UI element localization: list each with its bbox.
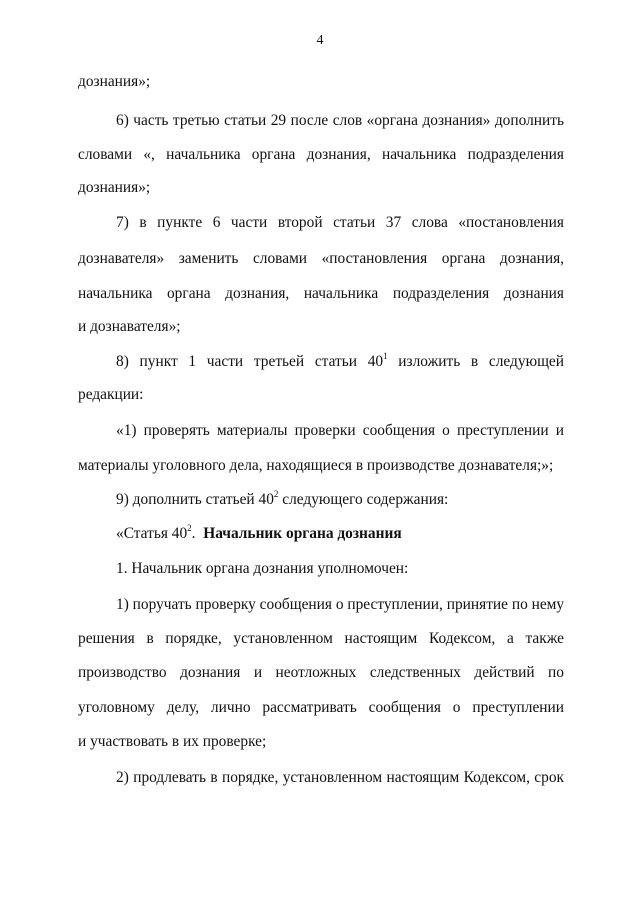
text-line: дознания»;: [78, 73, 151, 90]
text-line: [116, 488, 564, 509]
text-line: материалы уголовного дела, находящиеся в производстве дознавателя;»;: [78, 457, 554, 474]
text-line: 2) продлевать в порядке, установленном настоящим Кодексом, срок: [116, 769, 564, 786]
text-fragment: «Статья 40: [116, 525, 188, 542]
text-line: 6) часть третью статьи 29 после слов «органа дознания» дополнить: [116, 112, 564, 129]
text-line: редакции:: [78, 386, 144, 403]
text-line: производство дознания и неотложных следственных действий по: [78, 664, 564, 681]
article-heading: [116, 522, 564, 543]
text-fragment: 9) дополнить статьей 40: [116, 491, 274, 508]
text-fragment: 8) пункт 1 части третьей статьи 40: [116, 353, 384, 370]
text-line: «1) проверять материалы проверки сообщения о преступлении и: [116, 422, 564, 439]
text-line: 1) поручать проверку сообщения о преступлении, принятие по нему: [116, 596, 565, 613]
text-line: [116, 350, 564, 371]
page-number: 4: [316, 33, 324, 48]
text-line: и дознавателя»;: [78, 318, 181, 335]
text-line: уголовному делу, лично рассматривать сообщения о преступлении: [78, 699, 564, 716]
text-line: словами «, начальника органа дознания, начальника подразделения: [78, 146, 564, 163]
superscript: 1: [383, 350, 388, 361]
text-fragment: .: [191, 525, 196, 542]
text-line: начальника органа дознания, начальника подразделения дознания: [78, 285, 564, 302]
text-line: 7) в пункте 6 части второй статьи 37 слова «постановления: [116, 214, 564, 231]
superscript: 2: [187, 522, 192, 533]
article-title: Начальник органа дознания: [203, 525, 402, 542]
text-line: дознания»;: [78, 179, 151, 196]
superscript: 2: [273, 488, 279, 499]
text-line: 1. Начальник органа дознания уполномочен:: [116, 560, 409, 577]
text-line: решения в порядке, установленном настоящим Кодексом, а также: [78, 630, 564, 647]
text-fragment: следующего содержания:: [278, 491, 449, 508]
text-line: и участвовать в их проверке;: [78, 733, 267, 750]
text-line: дознавателя» заменить словами «постановления органа дознания,: [78, 250, 564, 267]
text-fragment: изложить в следующей: [387, 353, 564, 370]
